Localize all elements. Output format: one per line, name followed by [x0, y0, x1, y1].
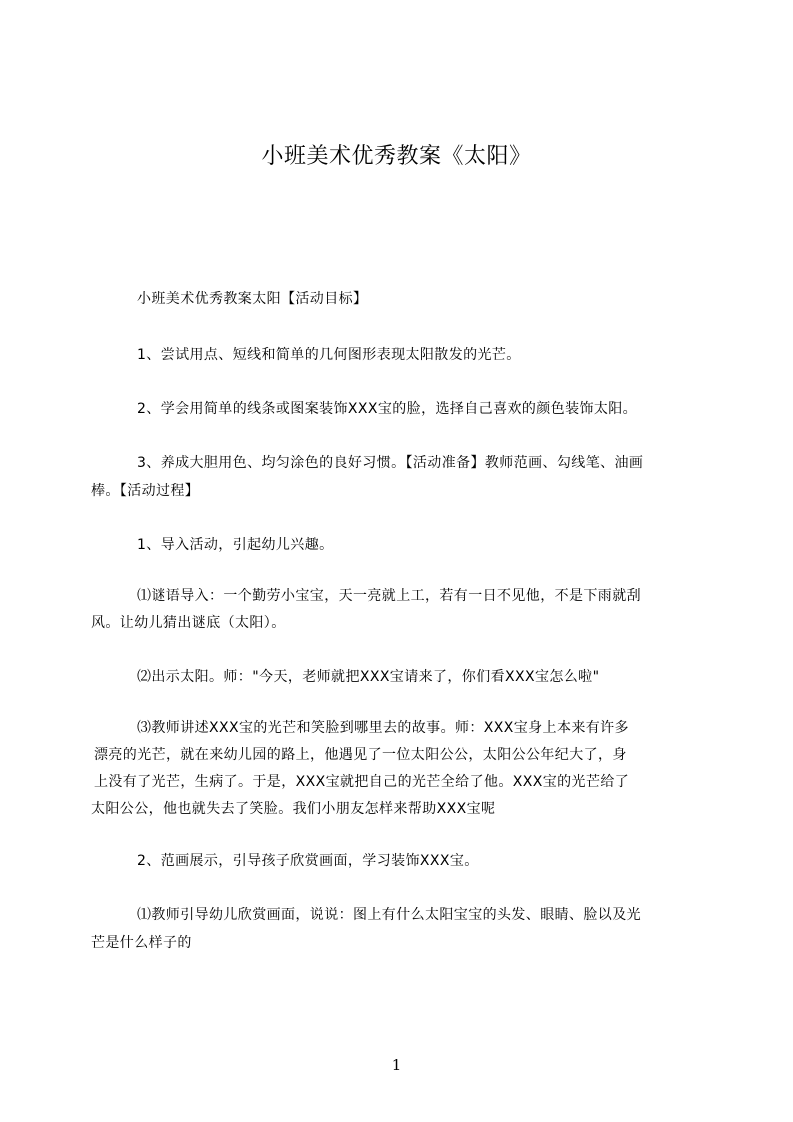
page-number: 1: [391, 1056, 402, 1074]
goal-3-line-2: 棒。【活动过程】: [91, 483, 200, 499]
step-2-1-line-2: 芒是什么样子的: [91, 935, 192, 951]
step-1: 1、导入活动，引起幼儿兴趣。: [137, 537, 334, 553]
step-1-2: ⑵出示太阳。师："今天，老师就把XXX宝请来了，你们看XXX宝怎么啦": [137, 669, 600, 685]
page-title: 小班美术优秀教案《太阳》: [261, 144, 532, 169]
step-2-1-line-1: ⑴教师引导幼儿欣赏画面，说说：图上有什么太阳宝宝的头发、眼睛、脸以及光: [137, 907, 641, 923]
step-1-3-line-4: 太阳公公，他也就失去了笑脸。我们小朋友怎样来帮助XXX宝呢: [91, 801, 496, 817]
goal-2: 2、学会用简单的线条或图案装饰XXX宝的脸，选择自己喜欢的颜色装饰太阳。: [137, 401, 638, 417]
step-1-1-line-1: ⑴谜语导入：一个勤劳小宝宝，天一亮就上工，若有一日不见他，不是下雨就刮: [137, 588, 641, 604]
step-1-1-line-2: 风。让幼儿猜出谜底（太阳）。: [91, 615, 286, 631]
step-1-3-line-3: 上没有了光芒，生病了。于是，XXX宝就把自己的光芒全给了他。XXX宝的光芒给了: [94, 774, 630, 790]
goal-1: 1、尝试用点、短线和简单的几何图形表现太阳散发的光芒。: [137, 347, 521, 363]
heading-activity-goals: 小班美术优秀教案太阳【活动目标】: [137, 291, 368, 307]
goal-3-line-1: 3、养成大胆用色、均匀涂色的良好习惯。【活动准备】教师范画、勾线笔、油画: [137, 455, 644, 471]
step-1-3-line-2: 漂亮的光芒，就在来幼儿园的路上，他遇见了一位太阳公公，太阳公公年纪大了，身: [94, 747, 627, 763]
step-1-3-line-1: ⑶教师讲述XXX宝的光芒和笑脸到哪里去的故事。师：XXX宝身上本来有许多: [137, 720, 629, 736]
step-2: 2、范画展示，引导孩子欣赏画面，学习装饰XXX宝。: [137, 853, 479, 869]
